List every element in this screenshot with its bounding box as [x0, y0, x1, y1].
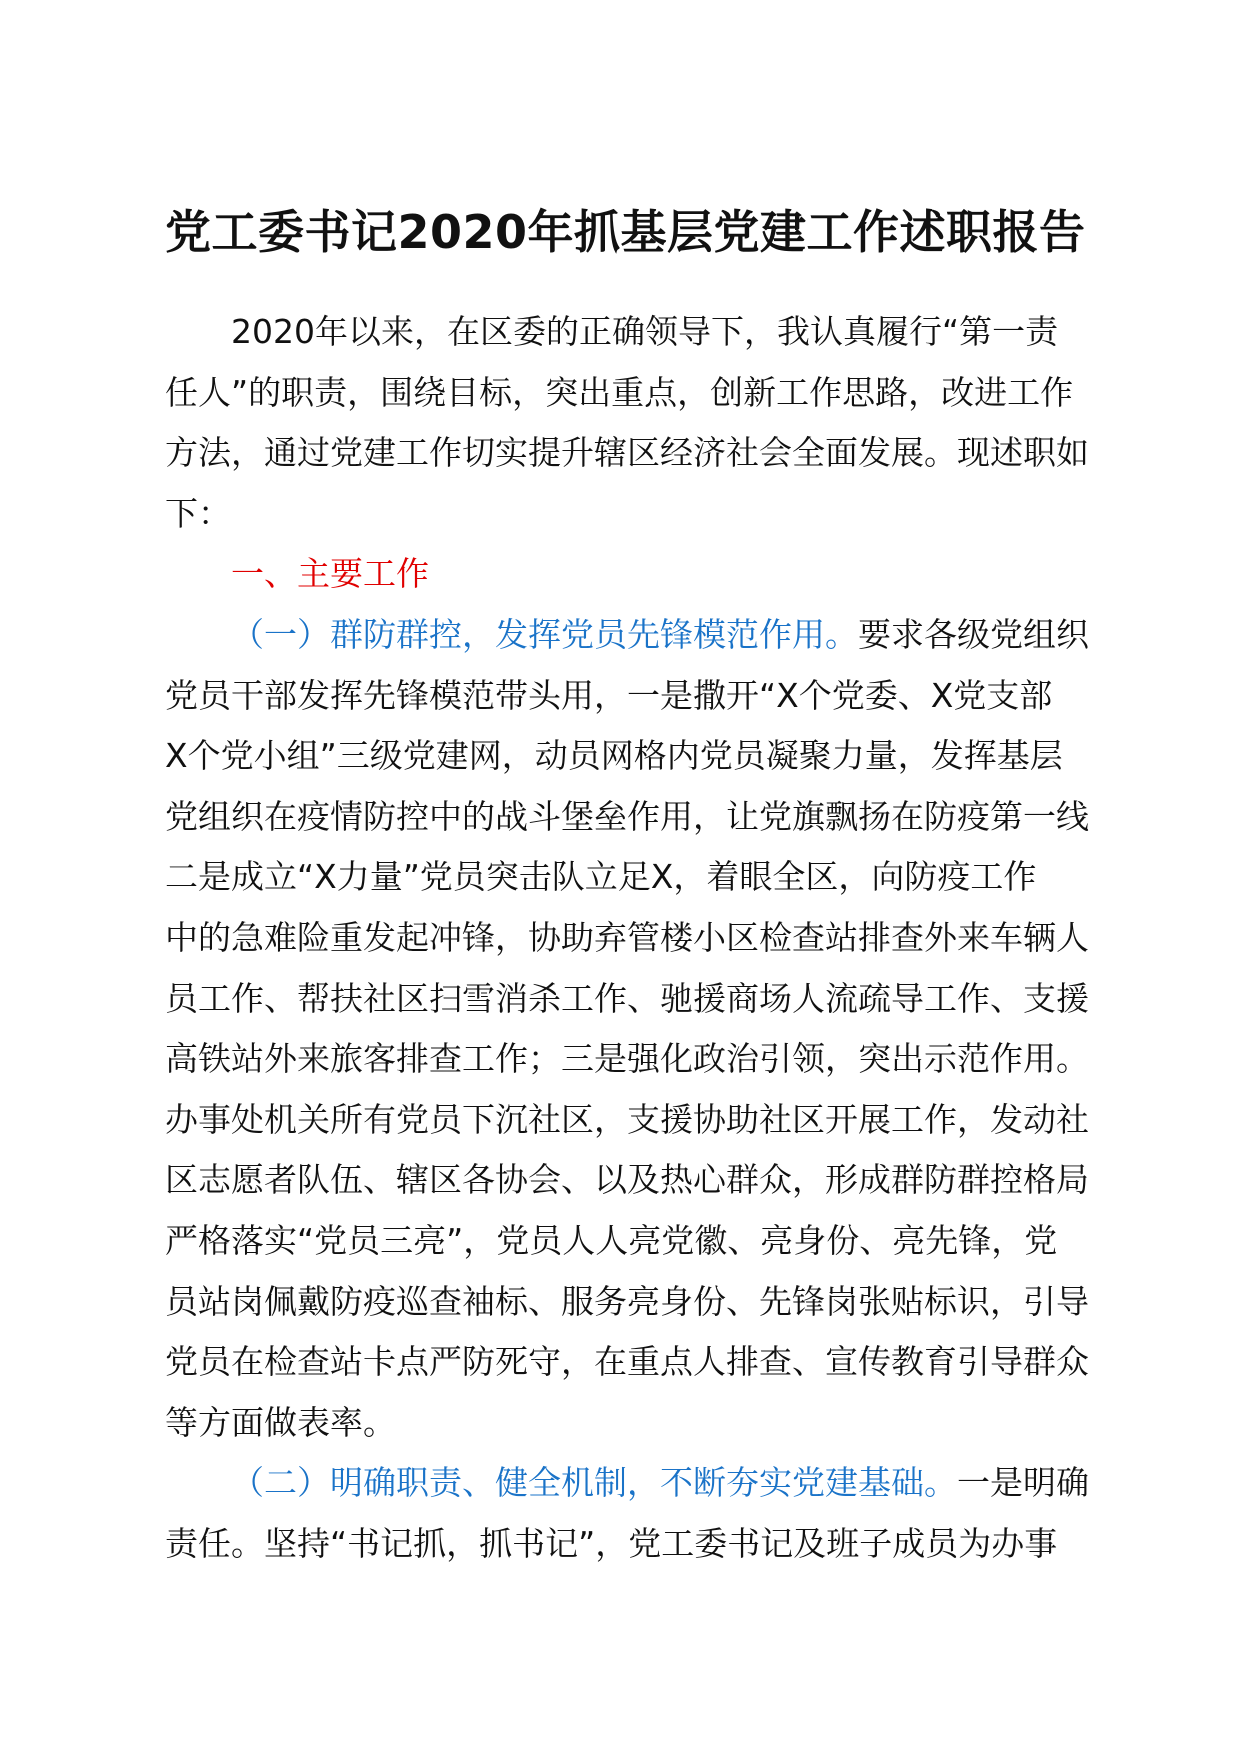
paragraph-line: 员站岗佩戴防疫巡查袖标、服务亮身份、先锋岗张贴标识，引导 [165, 1281, 1089, 1321]
paragraph-line: 任人”的职责，围绕目标，突出重点，创新工作思路，改进工作 [165, 372, 1074, 412]
paragraph-line: 二是成立“X力量”党员突击队立足X，着眼全区，向防疫工作 [165, 857, 1037, 897]
document-body [165, 302, 1113, 1574]
subsection-first-line [165, 1453, 1113, 1514]
paragraph-line: 党员在检查站卡点严防死守，在重点人排查、宣传教育引导群众 [165, 1342, 1089, 1382]
paragraph-line: 高铁站外来旅客排查工作；三是强化政治引领，突出示范作用。 [165, 1039, 1089, 1079]
paragraph-line: X个党小组”三级党建网，动员网格内党员凝聚力量，发挥基层 [165, 736, 1063, 776]
paragraph-line: 党员干部发挥先锋模范带头用，一是撒开“X个党委、X党支部 [165, 675, 1053, 715]
paragraph-line: 下： [165, 493, 231, 533]
paragraph-line: 员工作、帮扶社区扫雪消杀工作、驰援商场人流疏导工作、支援 [165, 978, 1089, 1018]
paragraph-line: 方法，通过党建工作切实提升辖区经济社会全面发展。现述职如 [165, 433, 1089, 473]
subsection-heading: （一）群防群控，发挥党员先锋模范作用。 [231, 614, 858, 654]
paragraph-line: 中的急难险重发起冲锋，协助弃管楼小区检查站排查外来车辆人 [165, 917, 1089, 957]
paragraph-line: 2020年以来，在区委的正确领导下，我认真履行“第一责 [231, 312, 1059, 351]
paragraph-line: 党组织在疫情防控中的战斗堡垒作用，让党旗飘扬在防疫第一线 [165, 796, 1089, 836]
paragraph-line: 责任。坚持“书记抓，抓书记”，党工委书记及班子成员为办事 [165, 1523, 1058, 1563]
subsection-heading: （二）明确职责、健全机制，不断夯实党建基础。 [231, 1463, 957, 1503]
paragraph-line: 严格落实“党员三亮”，党员人人亮党徽、亮身份、亮先锋，党 [165, 1220, 1058, 1260]
section-heading: 一、主要工作 [231, 554, 429, 594]
paragraph-text: 要求各级党组织 [858, 614, 1089, 654]
document-title: 党工委书记2020年抓基层党建工作述职报告 [165, 205, 1086, 259]
paragraph-line: 区志愿者队伍、辖区各协会、以及热心群众，形成群防群控格局 [165, 1160, 1089, 1200]
subsection-first-line [165, 605, 1113, 666]
paragraph-line: 等方面做表率。 [165, 1402, 396, 1442]
paragraph-line: 办事处机关所有党员下沉社区，支援协助社区开展工作，发动社 [165, 1099, 1089, 1139]
paragraph-text: 一是明确 [957, 1463, 1089, 1503]
